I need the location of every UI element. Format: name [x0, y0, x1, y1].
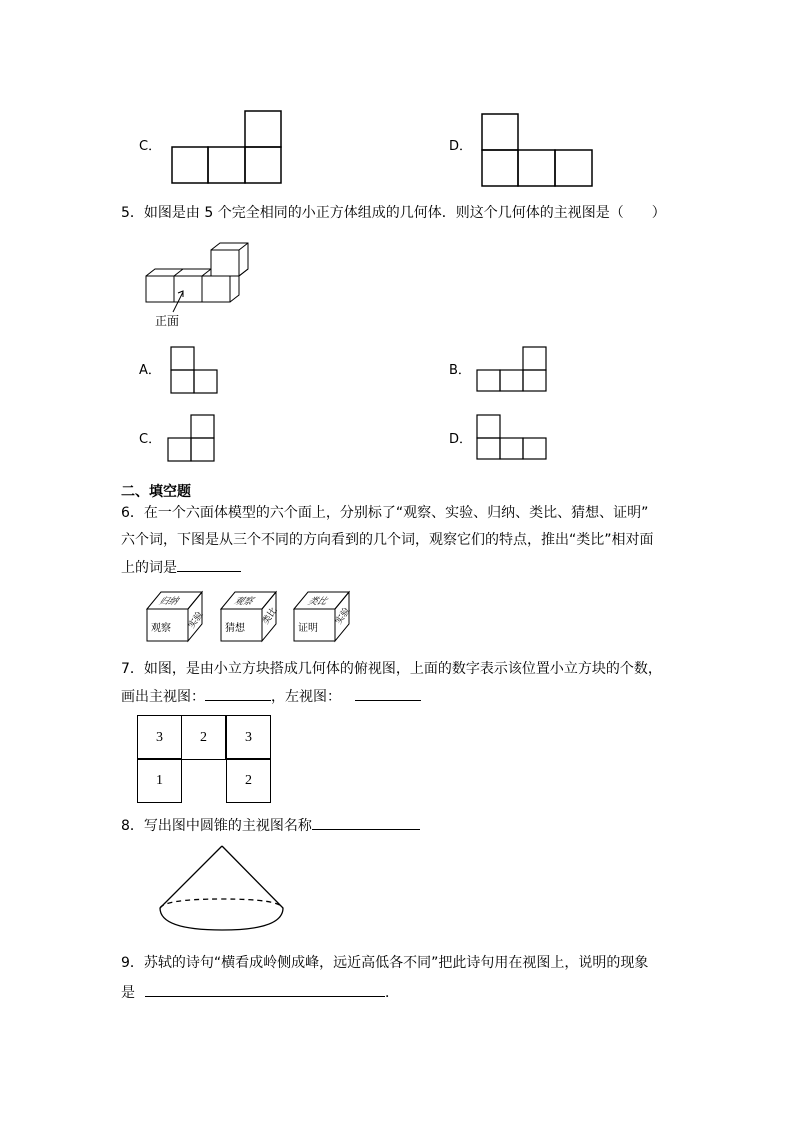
- cube3-top-label: 类比: [306, 596, 332, 606]
- cube3-side-label: 实验: [333, 605, 352, 627]
- grid-cell: 2: [181, 715, 226, 760]
- cube2-front-label: 猜想: [225, 623, 245, 634]
- grid-cell: 1: [137, 758, 182, 803]
- section-title: 二、填空题: [121, 484, 191, 500]
- cube1-front-label: 观察: [151, 623, 171, 634]
- q9-text-line2: 是 ．: [121, 982, 399, 1003]
- grid-cell: 2: [226, 758, 271, 803]
- q6-text-line2: 六个词，下图是从三个不同的方向看到的几个词，观察它们的特点，推出“类比”相对面: [121, 532, 654, 548]
- q9-text-line1: 9．苏轼的诗句“横看成岭侧成峰，远近高低各不同”把此诗句用在视图上，说明的现象: [121, 955, 649, 971]
- q4-option-c-label: C．: [139, 139, 162, 154]
- q4-option-d-label: D．: [449, 139, 473, 154]
- cube2-side-label: 类比: [260, 605, 279, 627]
- q5-option-d-label: D．: [449, 432, 473, 447]
- q5-option-c-label: C．: [139, 432, 162, 447]
- q5-question-text: 5．如图是由 5 个完全相同的小正方体组成的几何体．则这个几何体的主视图是（ ）: [121, 205, 666, 221]
- grid-cell: 3: [226, 715, 271, 760]
- cube1-side-label: 实验: [186, 609, 205, 631]
- cube2-top-label: 观察: [232, 596, 258, 606]
- q5-option-a-label: A．: [139, 363, 161, 378]
- q6-text-line1: 6．在一个六面体模型的六个面上，分别标了“观察、实验、归纳、类比、猜想、证明”: [121, 505, 649, 521]
- cube1-top-label: 归纳: [157, 596, 183, 606]
- q8-question-text: 8．写出图中圆锥的主视图名称: [121, 815, 420, 836]
- q5-option-b-label: B．: [449, 363, 471, 378]
- q7-text-line1: 7．如图，是由小立方块搭成几何体的俯视图，上面的数字表示该位置小立方块的个数，: [121, 661, 662, 677]
- q6-text-line3: 上的词是: [121, 557, 241, 578]
- q7-text-line2: 画出主视图： ，左视图：: [121, 686, 421, 707]
- cube3-front-label: 证明: [298, 623, 318, 634]
- grid-cell: 3: [137, 715, 182, 760]
- q5-front-label: 正面: [155, 314, 180, 328]
- q9-answer-blank[interactable]: [145, 982, 385, 997]
